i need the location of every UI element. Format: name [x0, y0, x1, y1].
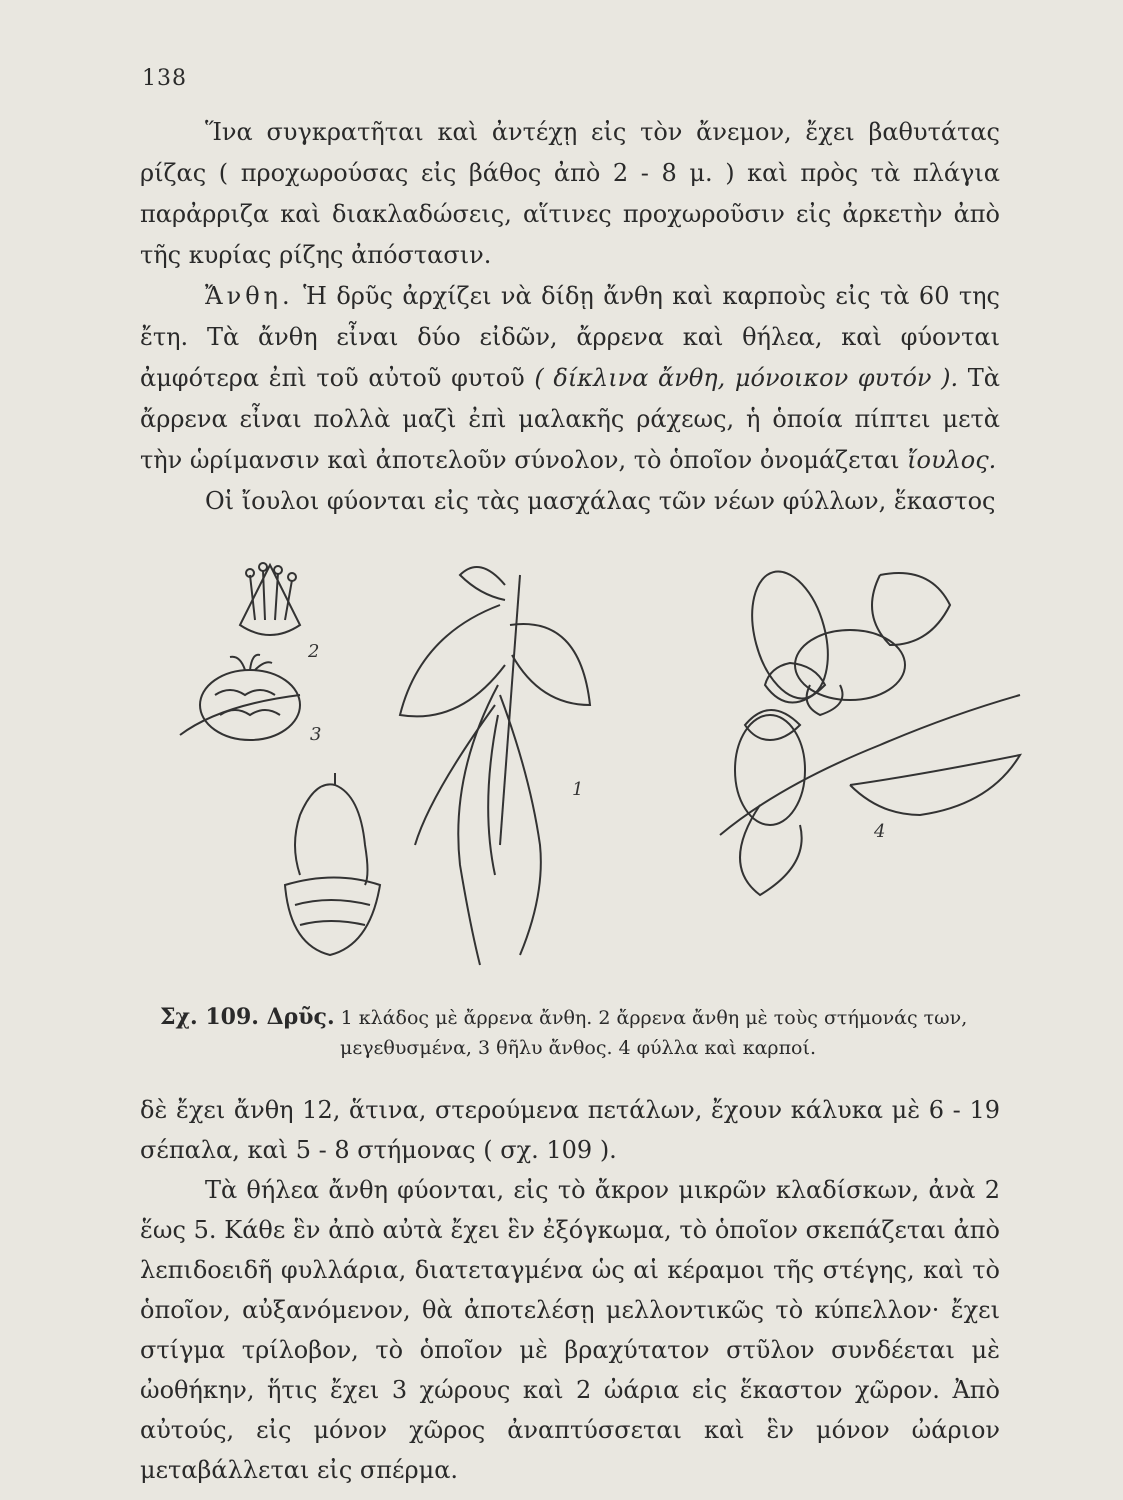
paragraph-male-flower-details: δὲ ἔχει ἄνθη 12, ἅτινα, στερούμενα πετάλων, ἔχουν κάλυκα μὲ 6 - 19 σέπαλα, καὶ 5 - 8 στήμονας ( σχ. 109 ). — [140, 1096, 1000, 1164]
figure-label-3: 3 — [310, 724, 322, 745]
paragraph-flowers-italic: ( δίκλινα ἄνθη, μόνοικον φυτόν ). — [534, 364, 959, 392]
figure-label-2: 2 — [308, 641, 320, 662]
bottom-text-block — [140, 1090, 1000, 1490]
page-number: 138 — [142, 66, 187, 91]
caption-line-2: μεγεθυσμένα, 3 θῆλυ ἄνθος. 4 φύλλα καὶ καρποί. — [340, 1037, 816, 1059]
branch-with-catkins-drawing — [400, 567, 590, 965]
paragraph-flowers — [140, 276, 1000, 481]
paragraph-flowers-text-b: Τὰ ἄρρενα εἶναι πολλὰ μαζὶ ἐπὶ μαλακῆς ράχεως, ἡ ὁποία πίπτει μετὰ τὴν ὡρίμανσιν καὶ ἀποτελοῦν σύνολον, τὸ ὁποῖον ὀνομάζεται — [140, 364, 1000, 474]
caption-title: Σχ. 109. Δρῦς. — [160, 1004, 335, 1030]
caption-line-1: 1 κλάδος μὲ ἄρρενα ἄνθη. 2 ἄρρενα ἄνθη μὲ τοὺς στήμονάς των, — [340, 1007, 968, 1029]
term-catkin: ἴουλος. — [907, 446, 997, 474]
acorn-drawing — [285, 773, 380, 955]
top-text-block — [140, 112, 1000, 522]
figure-caption — [160, 1002, 1020, 1063]
section-heading-flowers: Ἄνθη. — [205, 282, 294, 310]
figure-label-4: 4 — [874, 821, 886, 842]
paragraph-roots: Ἵνα συγκρατῆται καὶ ἀντέχῃ εἰς τὸν ἄνεμον, ἔχει βαθυτάτας ρίζας ( προχωρούσας εἰς βάθος ἀπὸ 2 - 8 μ. ) καὶ πρὸς τὰ πλάγια παρἀρριζα καὶ διακλαδώσεις, αἵτινες προχωροῦσιν εἰς ἀρκετὴν ἀπὸ τῆς κυρίας ρίζης ἀπόστασιν. — [140, 118, 1000, 269]
paragraph-catkins: Οἱ ἴουλοι φύονται εἰς τὰς μασχάλας τῶν νέων φύλλων, ἕκαστος — [205, 487, 996, 515]
paragraph-flowers-text-a: Ἡ δρῦς ἀρχίζει νὰ δίδῃ ἄνθη καὶ καρποὺς εἰς τὰ 60 της ἔτη. Τὰ ἄνθη εἶναι δύο εἰδῶν, ἄρρενα καὶ θήλεα, καὶ φύονται ἀμφότερα ἐπὶ τοῦ αὐτοῦ φυτοῦ — [140, 282, 1000, 392]
leaves-and-fruits-drawing — [720, 563, 1020, 895]
figure-label-1: 1 — [572, 779, 584, 800]
oak-illustration — [160, 545, 1040, 1000]
female-flower-drawing — [180, 655, 300, 740]
male-flower-drawing — [240, 563, 300, 635]
paragraph-female-flowers: Τὰ θήλεα ἄνθη φύονται, εἰς τὸ ἄκρον μικρῶν κλαδίσκων, ἀνὰ 2 ἕως 5. Κάθε ἓν ἀπὸ αὐτὰ ἔχει ἓν ἐξόγκωμα, τὸ ὁποῖον σκεπάζεται ἀπὸ λεπιδοειδῆ φυλλάρια, διατεταγμένα ὡς αἱ κέραμοι τῆς στέγης, καὶ τὸ ὁποῖον, αὐξανόμενον, θὰ ἀποτελέσῃ μελλοντικῶς τὸ κύπελλον· ἔχει στίγμα τρίλοβον, τὸ ὁποῖον μὲ βραχύτατον στῦλον συνδέεται μὲ ὠοθήκην, ἥτις ἔχει 3 χώρους καὶ 2 ὠάρια εἰς ἕκαστον χῶρον. Ἀπὸ αὐτούς, εἰς μόνον χῶρος ἀναπτύσσεται καὶ ἓν μόνον ὠάριον μεταβάλλεται εἰς σπέρμα. — [140, 1176, 1000, 1484]
